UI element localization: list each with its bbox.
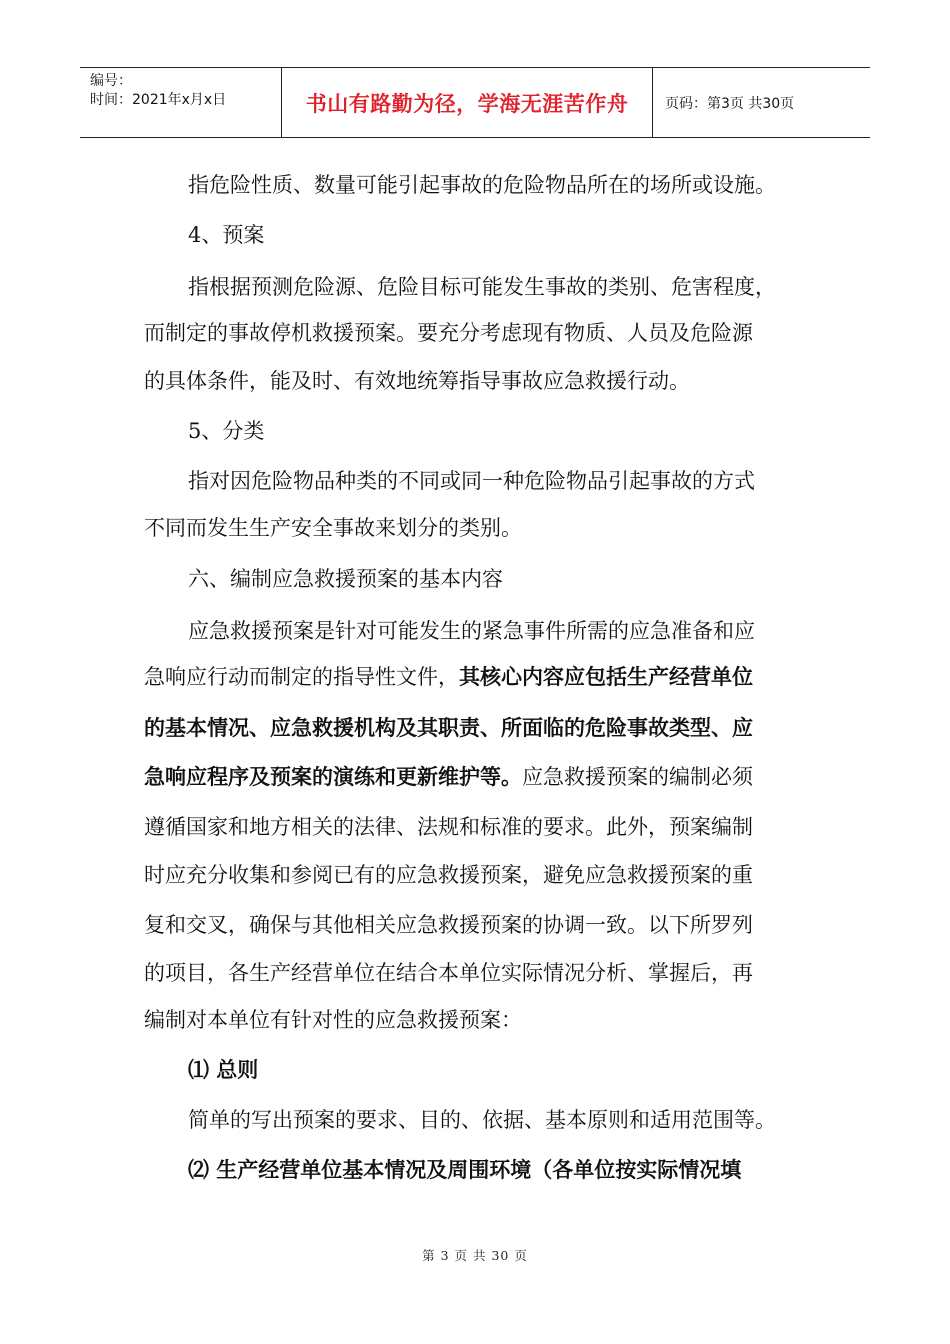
bold-text: 急响应程序及预案的演练和更新维护等。 <box>144 764 522 789</box>
text-run: 指对因危险物品种类的不同或同一种危险物品引起事故的方式 <box>188 469 755 493</box>
text-run: 指根据预测危险源、危险目标可能发生事故的类别、危害程度， <box>188 275 776 299</box>
text-run: 编制对本单位有针对性的应急救援预案： <box>144 1008 522 1032</box>
document-header <box>80 67 870 138</box>
header-meta <box>80 68 282 137</box>
body-line <box>188 466 755 496</box>
body-line <box>144 713 753 743</box>
body-line <box>144 318 753 348</box>
body-line <box>188 1155 741 1185</box>
header-page-label: 页码：第3页 共30页 <box>665 95 795 112</box>
body-line <box>188 416 264 446</box>
body-line <box>188 170 776 200</box>
body-line <box>188 220 264 250</box>
bold-text: ⑴ 总则 <box>188 1057 259 1082</box>
body-line <box>144 513 522 543</box>
body-line <box>188 1055 258 1085</box>
text-run: 的项目，各生产经营单位在结合本单位实际情况分析、掌握后，再 <box>144 961 753 985</box>
body-line <box>188 272 776 302</box>
body-line <box>144 812 753 842</box>
text-run: 5、分类 <box>188 419 265 443</box>
text-run: 六、编制应急救援预案的基本内容 <box>188 567 503 591</box>
text-run: 遵循国家和地方相关的法律、法规和标准的要求。此外，预案编制 <box>144 815 753 839</box>
text-run: 4、预案 <box>188 223 265 247</box>
bold-text: 其核心内容应包括生产经营单位 <box>459 664 753 689</box>
body-line <box>144 662 753 692</box>
body-line <box>188 1105 776 1135</box>
text-run: 而制定的事故停机救援预案。要充分考虑现有物质、人员及危险源 <box>144 321 753 345</box>
body-line <box>144 910 753 940</box>
header-motto: 书山有路勤为径，学海无涯苦作舟 <box>282 68 653 137</box>
text-run: 应急救援预案的编制必须 <box>522 765 753 789</box>
body-line <box>144 860 753 890</box>
page-footer: 第 3 页 共 30 页 <box>422 1248 528 1263</box>
text-run: 时应充分收集和参阅已有的应急救援预案，避免应急救援预案的重 <box>144 863 753 887</box>
text-run: 复和交叉，确保与其他相关应急救援预案的协调一致。以下所罗列 <box>144 913 753 937</box>
body-line <box>144 366 690 396</box>
text-run: 应急救援预案是针对可能发生的紧急事件所需的应急准备和应 <box>188 619 755 643</box>
document-date-label: 时间：2021年x月x日 <box>90 92 227 108</box>
body-line <box>144 762 753 792</box>
bold-text: ⑵ 生产经营单位基本情况及周围环境（各单位按实际情况填 <box>188 1157 742 1182</box>
bold-text: 的基本情况、应急救援机构及其职责、所面临的危险事故类型、应 <box>144 715 753 740</box>
body-line <box>188 564 503 594</box>
document-number-label: 编号： <box>90 73 132 89</box>
text-run: 不同而发生生产安全事故来划分的类别。 <box>144 516 522 540</box>
body-line <box>144 958 753 988</box>
body-line <box>144 1005 522 1035</box>
text-run: 指危险性质、数量可能引起事故的危险物品所在的场所或设施。 <box>188 173 776 197</box>
text-run: 简单的写出预案的要求、目的、依据、基本原则和适用范围等。 <box>188 1108 776 1132</box>
text-run: 急响应行动而制定的指导性文件， <box>144 665 459 689</box>
body-line <box>188 616 755 646</box>
text-run: 的具体条件，能及时、有效地统筹指导事故应急救援行动。 <box>144 369 690 393</box>
